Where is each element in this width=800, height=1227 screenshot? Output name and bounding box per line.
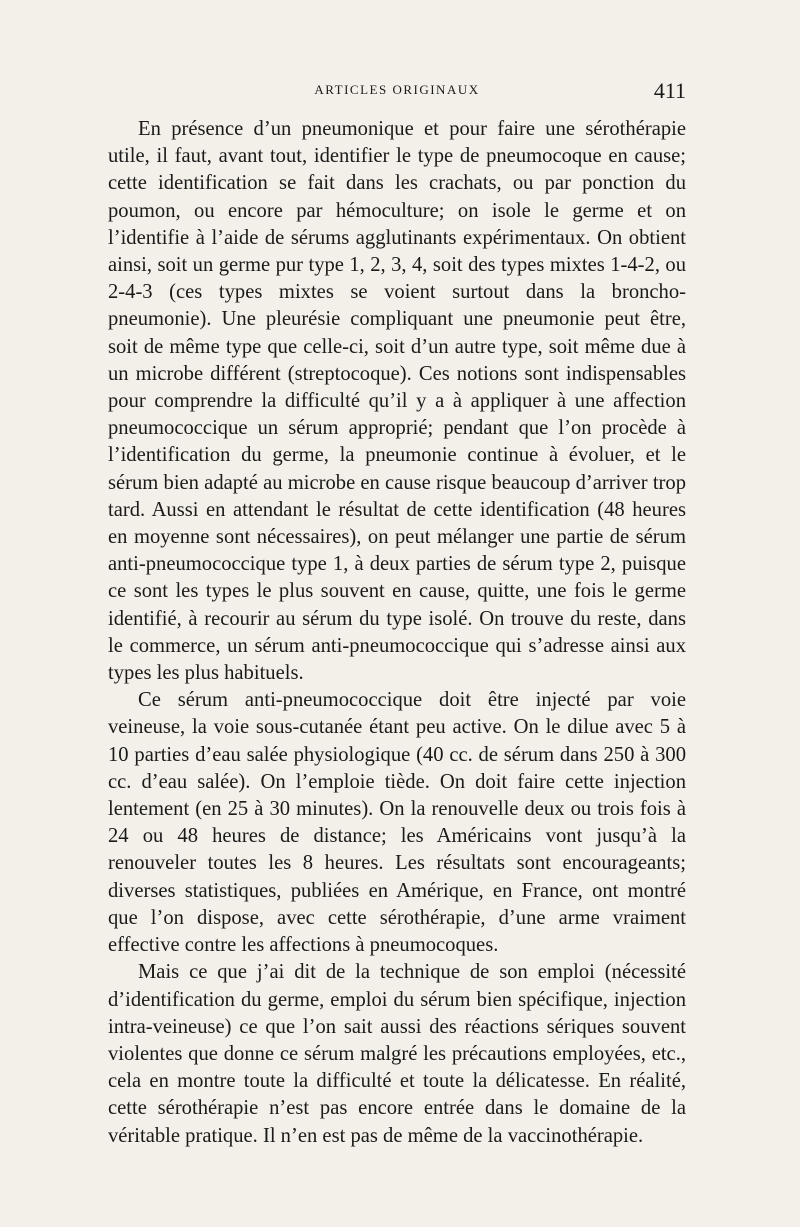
running-head <box>108 80 686 104</box>
paragraph: En présence d’un pneumonique et pour faire une sérothérapie utile, il faut, avant tout, identifier le type de pneumocoque en cause; cette identification se fait dans les crachats, ou par ponction du poumon, ou encore par hémoculture; on isole le germe et on l’identifie à l’aide de sérums agglutinants expérimentaux. On obtient ainsi, soit un germe pur type 1, 2, 3, 4, soit des types mixtes 1-4-2, ou 2-4-3 (ces types mixtes se voient surtout dans la broncho-pneumonie). Une pleurésie compliquant une pneumonie peut être, soit de même type que celle-ci, soit d’un autre type, soit même due à un microbe différent (streptocoque). Ces notions sont indispensables pour comprendre la difficulté qu’il y a à appliquer à une affection pneumococcique un sérum approprié; pendant que l’on procède à l’identification du germe, la pneumonie continue à évoluer, et le sérum bien adapté au microbe en cause risque beaucoup d’arriver trop tard. Aussi en attendant le résultat de cette identification (48 heures en moyenne sont nécessaires), on peut mélanger une partie de sérum anti-pneumococcique type 1, à deux parties de sérum type 2, puisque ce sont les types le plus souvent en cause, quitte, une fois le germe identifié, à recourir au sérum du type isolé. On trouve du reste, dans le commerce, un sérum anti-pneumococcique qui s’adresse ainsi aux types les plus habituels. <box>108 118 686 685</box>
page-number: 411 <box>653 78 686 103</box>
running-head-title: ARTICLES ORIGINAUX <box>314 82 480 97</box>
paragraph: Ce sérum anti-pneumococcique doit être injecté par voie veineuse, la voie sous-cutanée étant peu active. On le dilue avec 5 à 10 parties d’eau salée physiologique (40 cc. de sérum dans 250 à 300 cc. d’eau salée). On l’emploie tiède. On doit faire cette injection lentement (en 25 à 30 minutes). On la renouvelle deux ou trois fois à 24 ou 48 heures de distance; les Américains vont jusqu’à la renouveler toutes les 8 heures. Les résultats sont encourageants; diverses statistiques, publiées en Amérique, en France, ont montré que l’on dispose, avec cette sérothérapie, d’une arme vraiment effective contre les affections à pneumocoques. <box>108 689 686 957</box>
paragraph: Mais ce que j’ai dit de la technique de son emploi (nécessité d’identification du germe, emploi du sérum bien spécifique, injection intra-veineuse) ce que l’on sait aussi des réactions sériques souvent violentes que donne ce sérum malgré les précautions employées, etc., cela en montre toute la difficulté et toute la délicatesse. En réalité, cette sérothérapie n’est pas encore entrée dans le domaine de la véritable pratique. Il n’en est pas de même de la vaccinothérapie. <box>108 961 686 1147</box>
article-body <box>108 116 686 1150</box>
